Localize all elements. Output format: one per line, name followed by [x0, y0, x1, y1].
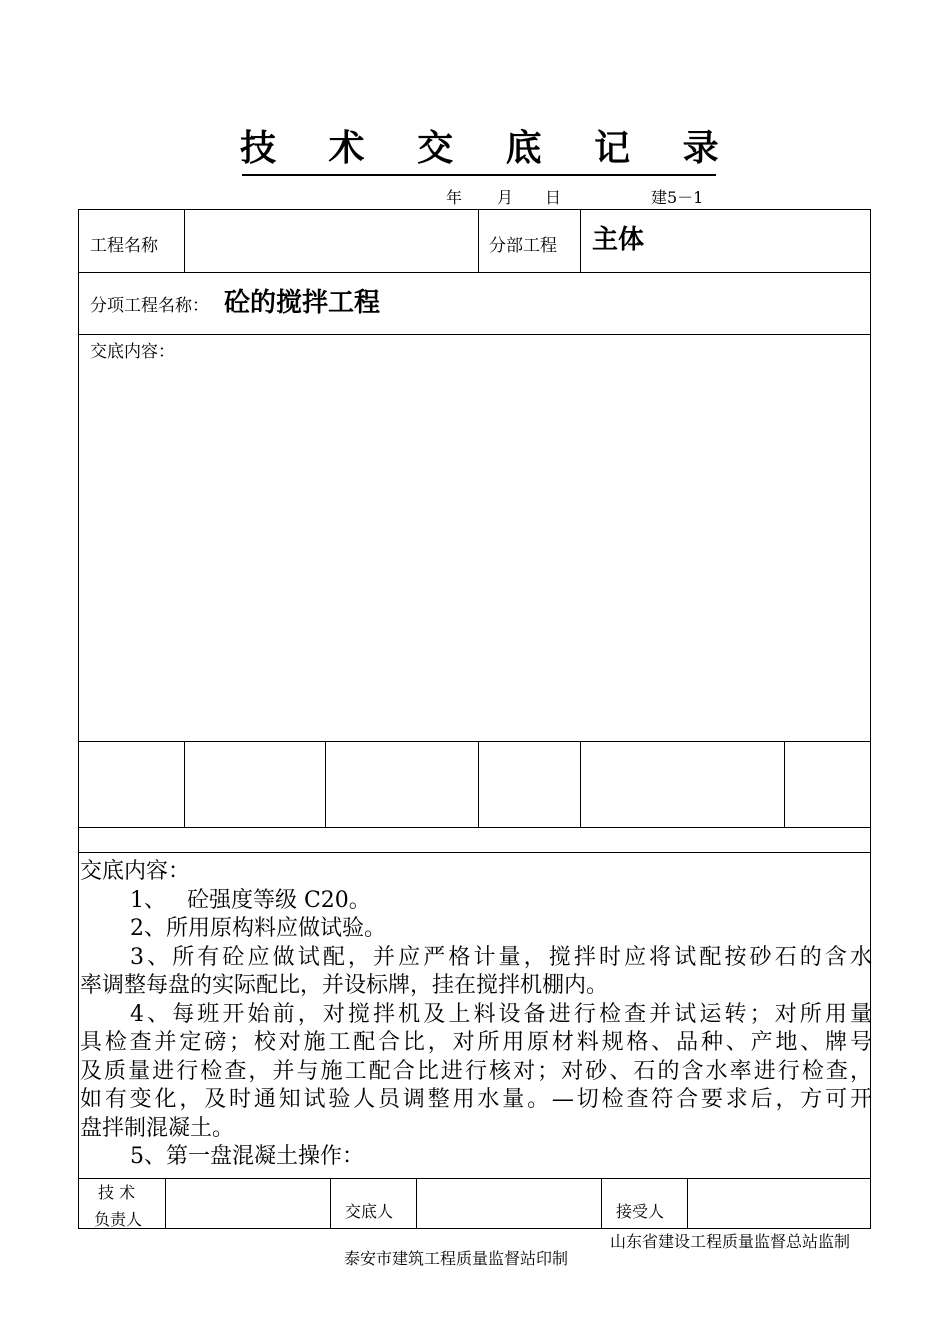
col-divider — [478, 741, 479, 827]
row-divider — [78, 852, 871, 853]
title-underline — [242, 174, 716, 176]
col-divider — [580, 209, 581, 272]
content-item-4-line-1: 4、每班开始前，对搅拌机及上料设备进行检查并试运转；对所用量 — [130, 1001, 872, 1027]
content-item-1: 1、 砼强度等级 C20。 — [130, 887, 371, 913]
row-divider — [78, 827, 871, 828]
subitem-label: 分项工程名称： — [90, 296, 209, 316]
content-item-2: 2、所用原构料应做试验。 — [130, 916, 386, 941]
col-divider — [184, 209, 185, 272]
content-item-4-line-2: 具检查并定磅；校对施工配合比，对所用原材料规格、品种、产地、牌号 — [80, 1030, 872, 1055]
year-label: 年 — [446, 188, 463, 207]
col-divider — [687, 1178, 688, 1229]
supervised-by: 山东省建设工程质量监督总站监制 — [610, 1232, 851, 1251]
subitem-value: 砼的搅拌工程 — [224, 288, 381, 318]
row-divider — [78, 741, 871, 742]
month-label: 月 — [497, 188, 514, 207]
receiver-label: 接受人 — [616, 1202, 665, 1221]
division-label: 分部工程 — [489, 236, 557, 256]
content-item-3-line-1: 3、所有砼应做试配，并应严格计量，搅拌时应将试配按砂石的含水 — [130, 944, 872, 970]
project-name-label: 工程名称 — [90, 236, 158, 256]
row-divider — [78, 1178, 871, 1179]
content-heading: 交底内容： — [80, 859, 191, 884]
col-divider — [330, 1178, 331, 1229]
content-item-4-line-5: 盘拌制混凝土。 — [80, 1115, 235, 1141]
col-divider — [580, 741, 581, 827]
col-divider — [601, 1178, 602, 1229]
tech-lead-label-line-1: 技 术 — [98, 1183, 136, 1202]
form-code: 建5－1 — [651, 188, 704, 207]
content-item-4-line-4: 如有变化，及时通知试验人员调整用水量。—切检查符合要求后，方可开 — [80, 1087, 872, 1112]
row-divider — [78, 334, 871, 335]
division-value: 主体 — [592, 225, 645, 255]
document-title: 技 术 交 底 记 录 — [240, 127, 739, 169]
content-item-3-line-2: 率调整每盘的实际配比，并设标牌，挂在搅拌机棚内。 — [80, 973, 609, 998]
content-label: 交底内容： — [90, 342, 175, 362]
col-divider — [184, 741, 185, 827]
presenter-label: 交底人 — [345, 1202, 394, 1221]
disclosure-content — [80, 858, 872, 1172]
col-divider — [416, 1178, 417, 1229]
col-divider — [784, 741, 785, 827]
row-divider — [78, 272, 871, 273]
col-divider — [165, 1178, 166, 1229]
printed-by: 泰安市建筑工程质量监督站印制 — [344, 1249, 569, 1268]
col-divider — [325, 741, 326, 827]
col-divider — [478, 209, 479, 272]
content-item-4-line-3: 及质量进行检查，并与施工配合比进行核对；对砂、石的含水率进行检查， — [80, 1058, 872, 1084]
tech-lead-label-line-2: 负责人 — [94, 1210, 143, 1229]
day-label: 日 — [545, 188, 562, 207]
content-item-5: 5、第一盘混凝土操作： — [130, 1144, 364, 1169]
